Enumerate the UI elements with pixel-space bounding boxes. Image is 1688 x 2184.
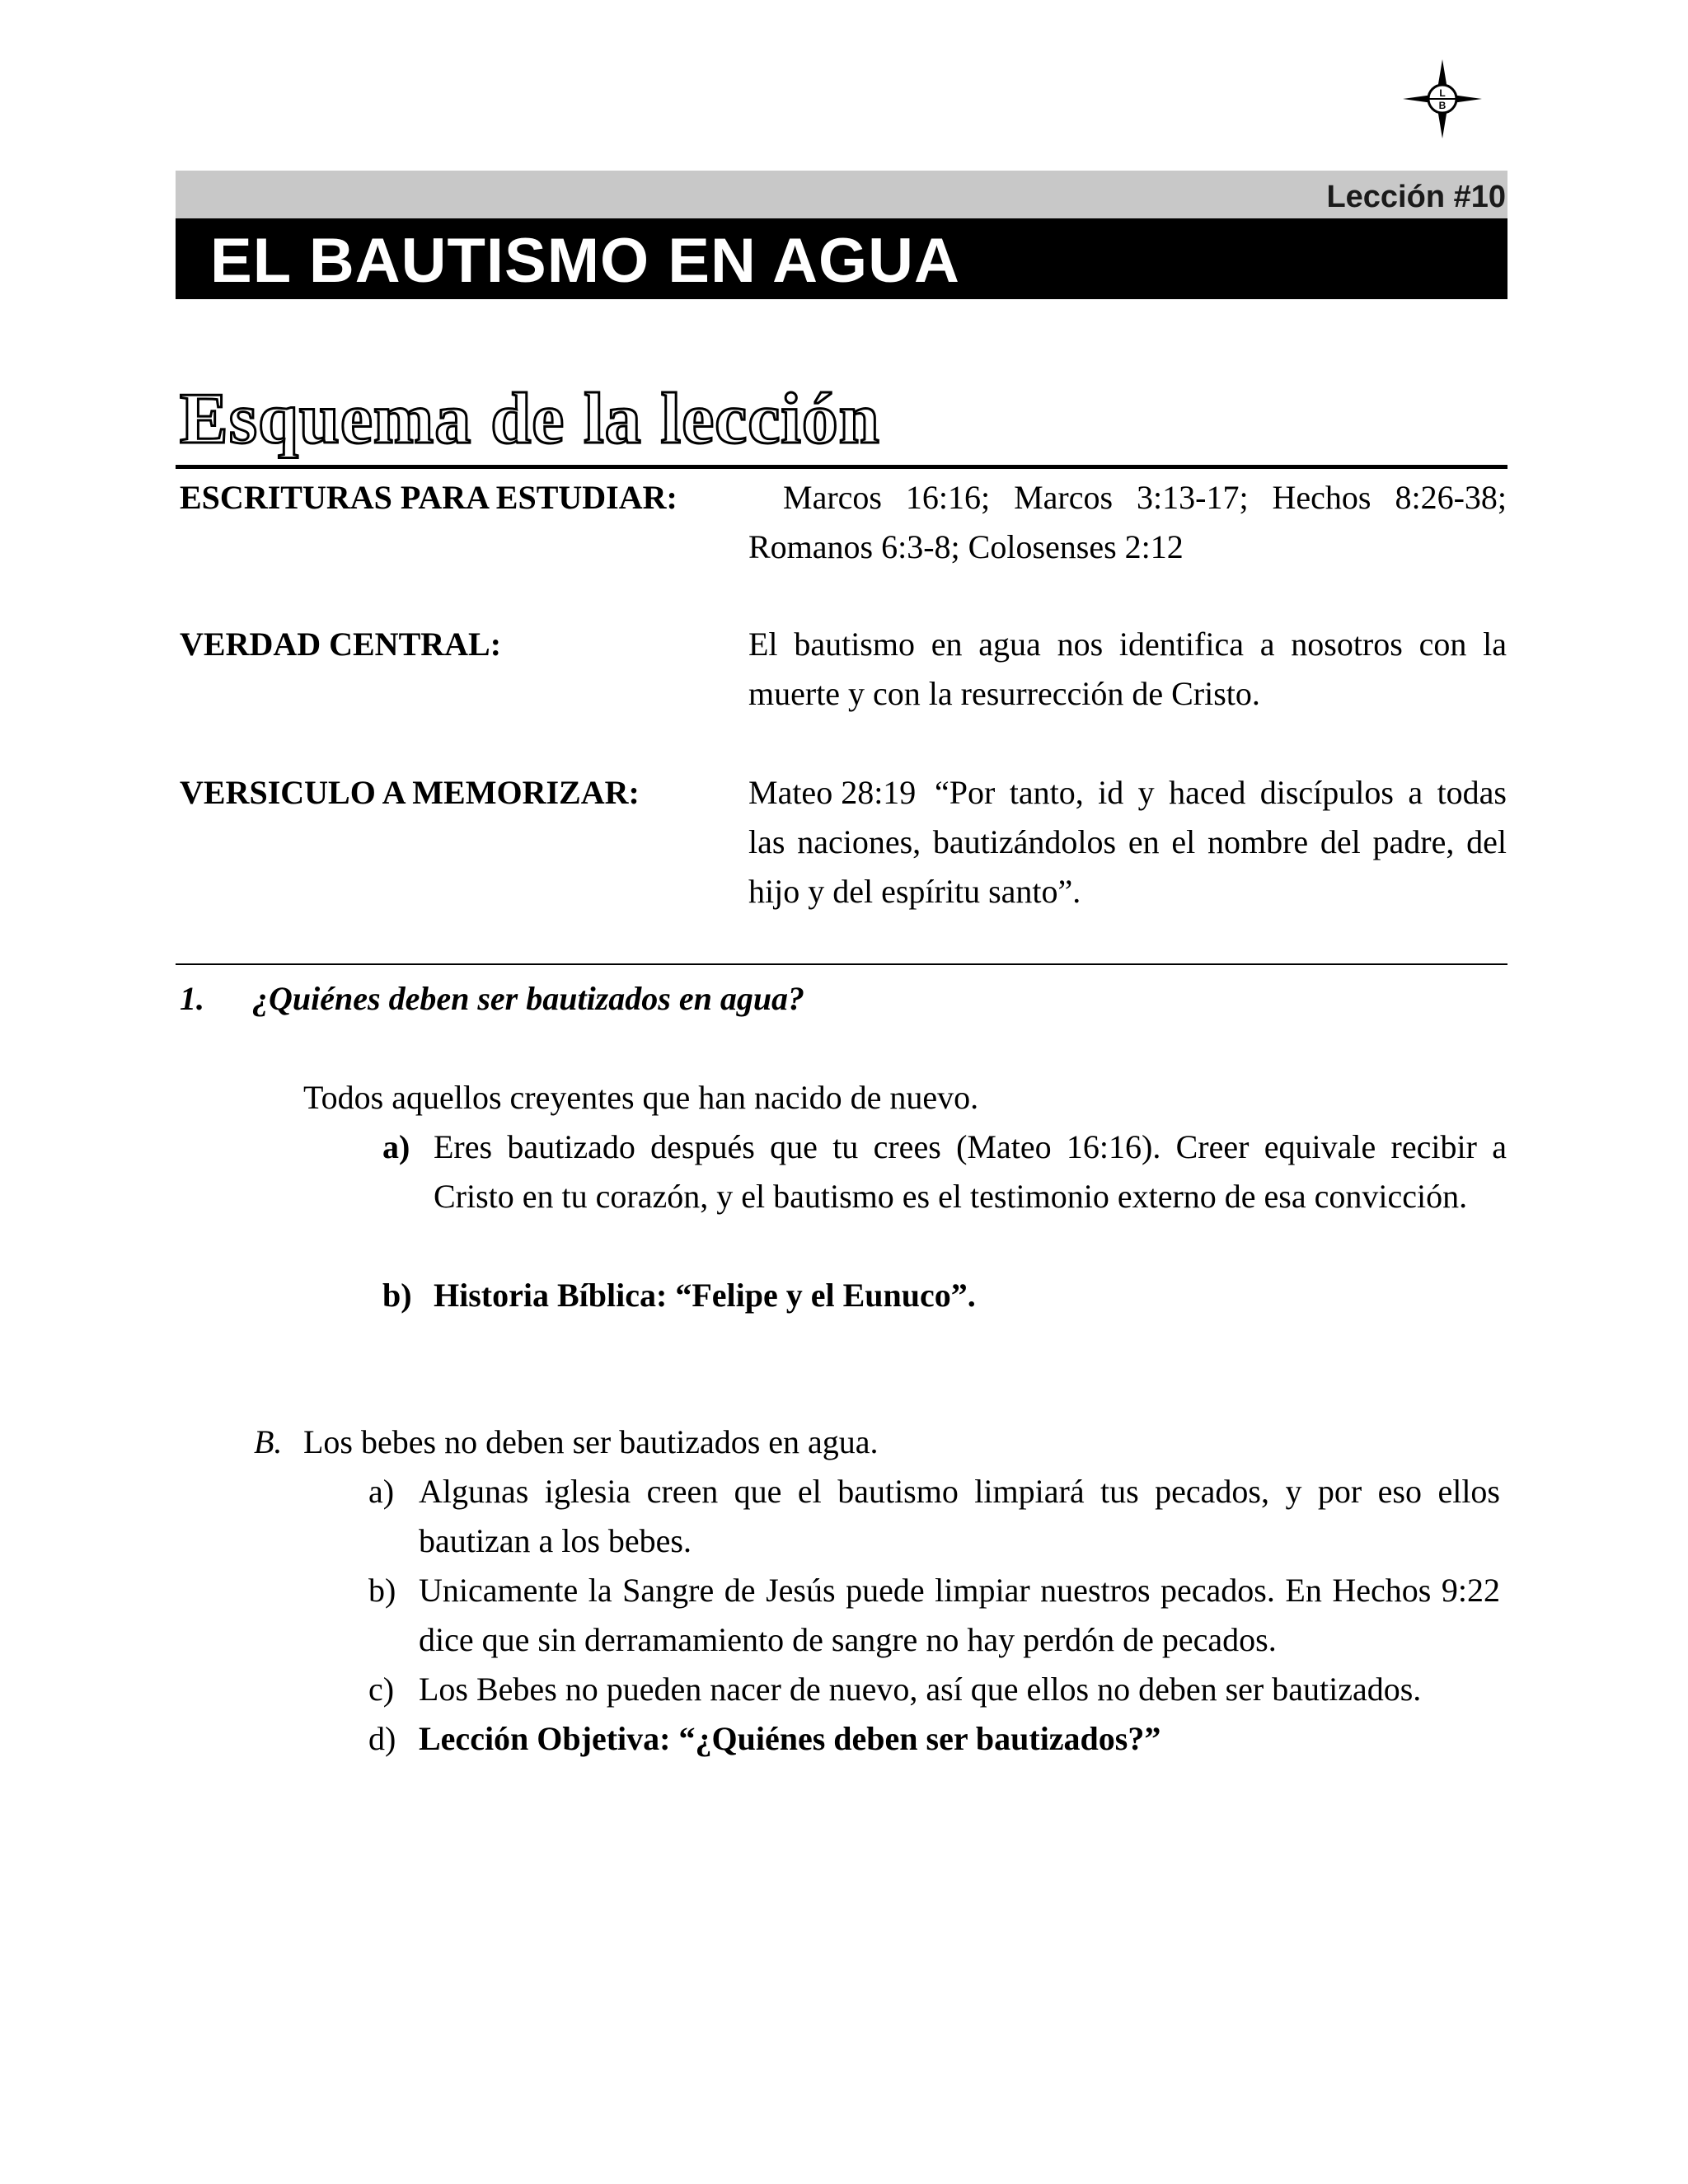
divider-thin bbox=[176, 963, 1507, 965]
section-b-item-c: Los Bebes no pueden nacer de nuevo, así que ellos no deben ser bautizados. bbox=[419, 1671, 1422, 1708]
section-1-number: 1. bbox=[180, 980, 204, 1017]
title-banner bbox=[176, 218, 1507, 299]
section-b-item-c-marker: c) bbox=[368, 1671, 395, 1708]
section-1-question: ¿Quiénes deben ser bautizados en agua? bbox=[252, 980, 805, 1017]
section-1-item-a: Eres bautizado después que tu crees (Mateo 16:16). Creer equivale recibir a Cristo en tu corazón, y el bautismo es el testimonio externo de esa convicción. bbox=[434, 1128, 1507, 1215]
section-1-intro: Todos aquellos creyentes que han nacido de nuevo. bbox=[303, 1079, 979, 1116]
section-b-item-b-marker: b) bbox=[368, 1572, 396, 1609]
logo-letter-bottom: B bbox=[1438, 100, 1447, 111]
header-band bbox=[176, 171, 1507, 218]
section-b-item-a: Algunas iglesia creen que el bautismo limpiará tus pecados, y por eso ellos bautizan a los bebes. bbox=[419, 1473, 1500, 1559]
scriptures-line-2: Romanos 6:3-8; Colosenses 2:12 bbox=[748, 528, 1184, 565]
section-1-heading bbox=[180, 974, 804, 1024]
outline-heading: Esquema de la lección bbox=[180, 379, 880, 459]
divider-thick bbox=[176, 465, 1507, 469]
memory-verse-label: VERSICULO A MEMORIZAR: bbox=[180, 774, 640, 811]
scriptures-label: ESCRITURAS PARA ESTUDIAR: bbox=[180, 479, 678, 516]
section-b-item-a-marker: a) bbox=[368, 1473, 395, 1510]
page-title: EL BAUTISMO EN AGUA bbox=[210, 226, 960, 296]
scriptures-line-1: Marcos 16:16; Marcos 3:13-17; Hechos 8:26-38; bbox=[783, 479, 1507, 516]
section-b-item-d-marker: d) bbox=[368, 1720, 396, 1757]
section-1-item-b: Historia Bíblica: “Felipe y el Eunuco”. bbox=[434, 1277, 976, 1314]
memory-verse-body bbox=[748, 768, 1507, 916]
memory-verse-text: “Por tanto, id y haced discípulos a todas las naciones, bautizándolos en el nombre del padre, del hijo y del espíritu santo”. bbox=[748, 774, 1507, 910]
central-truth-label: VERDAD CENTRAL: bbox=[180, 626, 502, 663]
memory-verse-ref: Mateo 28:19 bbox=[748, 774, 917, 811]
central-truth-text: El bautismo en agua nos identifica a nosotros con la muerte y con la resurrección de Cristo. bbox=[748, 626, 1507, 712]
section-b-intro: Los bebes no deben ser bautizados en agua. bbox=[303, 1423, 879, 1460]
section-1-item-a-marker: a) bbox=[382, 1128, 410, 1165]
section-1-item-b-marker: b) bbox=[382, 1277, 412, 1314]
section-b-marker: B. bbox=[254, 1423, 283, 1460]
section-b-item-b: Unicamente la Sangre de Jesús puede limpiar nuestros pecados. En Hechos 9:22 dice que sin derramamiento de sangre no hay perdón de pecados. bbox=[419, 1572, 1500, 1658]
compass-logo-icon bbox=[1401, 58, 1484, 140]
lesson-number: Lección #10 bbox=[1326, 180, 1506, 214]
section-b-item-d: Lección Objetiva: “¿Quiénes deben ser bautizados?” bbox=[419, 1720, 1161, 1757]
logo-letter-top: L bbox=[1439, 87, 1446, 99]
